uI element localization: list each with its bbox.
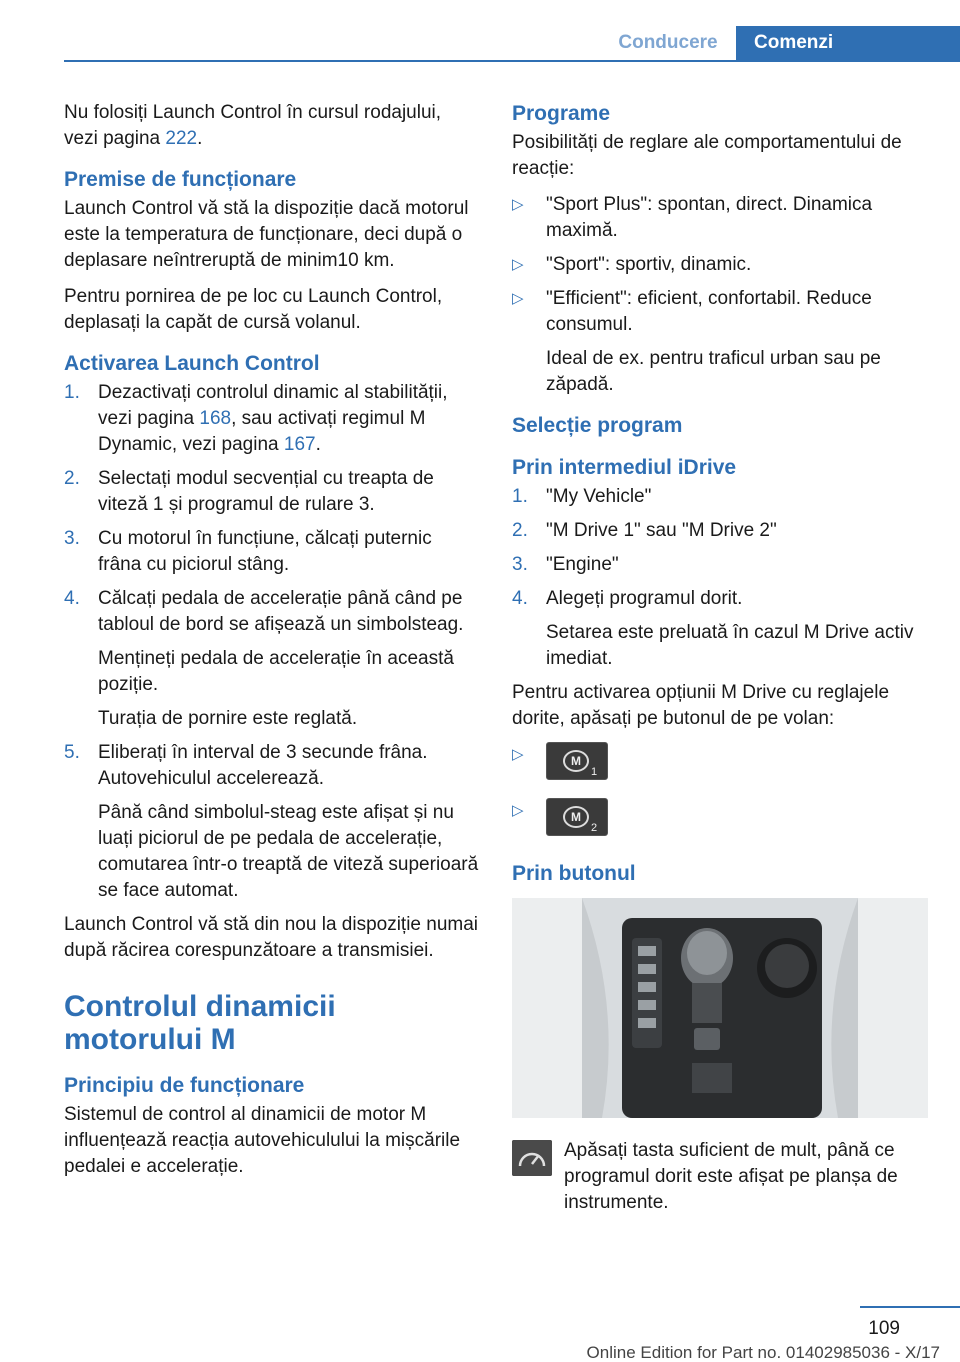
idrive-step: 3. "Engine" <box>512 554 619 575</box>
principiu-paragraph: Sistemul de control al dinamicii de motor M influențează reacția autovehiculului la mișcările pedalei e accelerație. <box>64 1104 461 1177</box>
page-link-167[interactable]: 167 <box>283 434 316 455</box>
mdrive-button-item: ▷ M 1 <box>512 742 928 790</box>
step-4: 4. Călcați pedala de accelerație până când pe tabloul de bord se afișează un simbolsteag. Mențineți pedala de accelerație în această poziție. Turația de pornire este reglată. <box>64 588 464 729</box>
chapter-tab-comenzi[interactable]: Comenzi <box>736 26 960 62</box>
m-drive-2-button-icon: M 2 <box>546 798 608 836</box>
chapter-tab-conducere[interactable]: Conducere <box>618 32 718 53</box>
note <box>512 1138 928 1216</box>
edition-text: Online Edition for Part no. 01402985036 - X/17 <box>586 1343 940 1362</box>
idrive-step: 2. "M Drive 1" sau "M Drive 2" <box>512 520 777 541</box>
launch-control-warning: Nu folosiți Launch Control în cursul rodajului, vezi pagina 222. <box>64 102 442 149</box>
step-1: 1. Dezactivați controlul dinamic al stabilității, vezi pagina 168, sau activați regimul M Dynamic, vezi pagina 167. <box>64 382 448 455</box>
step-2: 2. Selectați modul secvențial cu treapta de viteză 1 și programul de rulare 3. <box>64 468 434 515</box>
idrive-step: 1. "My Vehicle" <box>512 486 652 507</box>
program-item: ▷ "Sport": sportiv, dinamic. <box>512 254 752 275</box>
idrive-step: 4. Alegeți programul dorit. Setarea este preluată în cazul M Drive activ imediat. <box>512 588 914 669</box>
mdrive-button-item: ▷ M 2 <box>512 798 928 846</box>
heading-programe: Programe <box>512 102 611 125</box>
section-title: Controlul dinamicii motorului M <box>64 990 336 1056</box>
page-link-168[interactable]: 168 <box>199 408 232 429</box>
program-item: ▷ "Efficient": eficient, confortabil. Reduce consumul. Ideal de ex. pentru traficul urban sau pe zăpadă. <box>512 288 881 395</box>
step-3: 3. Cu motorul în funcțiune, călcați puternic frâna cu piciorul stâng. <box>64 528 432 575</box>
heading-premise: Premise de funcționare <box>64 168 297 191</box>
program-item: ▷ "Sport Plus": spontan, direct. Dinamica maximă. <box>512 194 873 241</box>
speedometer-icon <box>512 1140 552 1176</box>
m-drive-1-button-icon: M 1 <box>546 742 608 780</box>
idrive-steps <box>512 484 928 672</box>
heading-idrive: Prin intermediul iDrive <box>512 456 737 479</box>
left-column <box>64 100 480 1190</box>
right-column <box>512 100 928 1226</box>
programe-intro: Posibilități de reglare ale comportamentului de reacție: <box>512 132 902 179</box>
step-5: 5. Eliberați în interval de 3 secunde frâna. Autovehiculul accelerează. Până când simbolul-steag este afișat și nu luați piciorul de pe pedala de accelerație, comutarea într-o treaptă de viteză superioară se face automat. <box>64 742 479 901</box>
center-console-photo <box>512 898 928 1118</box>
premise-paragraph-1: Launch Control vă stă la dispoziție dacă motorul este la temperatura de funcționare, deci după o deplasare neîntreruptă de minim10 km. <box>64 198 469 271</box>
header-rule <box>64 60 960 62</box>
heading-activare: Activarea Launch Control <box>64 352 320 375</box>
heading-buton: Prin butonul <box>512 862 636 885</box>
heading-principiu: Principiu de funcționare <box>64 1074 305 1097</box>
note-text: Apăsați tasta suficient de mult, până ce programul dorit este afișat pe planșa de instrumente. <box>564 1140 898 1213</box>
mdrive-paragraph: Pentru activarea opțiunii M Drive cu reglajele dorite, apăsați pe butonul de pe volan: <box>512 682 890 729</box>
heading-selectie: Selecție program <box>512 414 683 437</box>
mdrive-buttons-list <box>512 742 928 846</box>
program-list <box>512 192 928 398</box>
page-link-222[interactable]: 222 <box>165 128 198 149</box>
premise-paragraph-2: Pentru pornirea de pe loc cu Launch Control, deplasați la capăt de cursă volanul. <box>64 286 443 333</box>
footer-rule <box>860 1306 960 1308</box>
after-steps-paragraph: Launch Control vă stă din nou la dispoziție numai după răcirea corespunzătoare a transmisiei. <box>64 914 479 961</box>
page-number: 109 <box>868 1318 900 1339</box>
activation-steps <box>64 380 480 904</box>
